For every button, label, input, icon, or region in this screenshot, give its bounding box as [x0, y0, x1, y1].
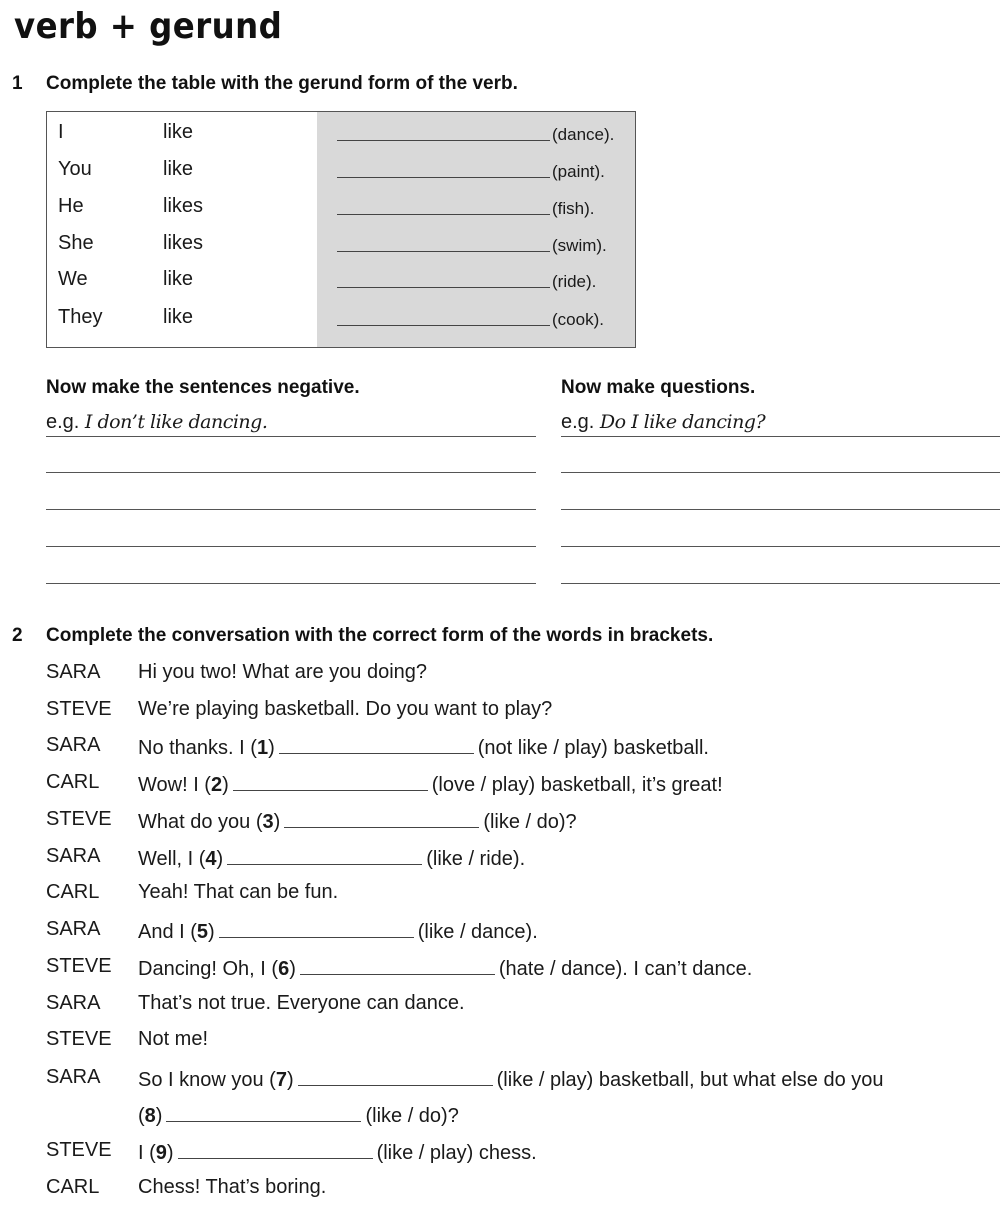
verb: like	[163, 121, 194, 143]
speech-after: (not like / play) basketball.	[477, 737, 709, 759]
speech-after: (like / ride).	[426, 848, 526, 870]
speaker-name: SARA	[46, 918, 101, 940]
gap-number: 7	[275, 1069, 287, 1091]
answer-gap[interactable]	[284, 808, 479, 828]
verb-hint: (dance).	[552, 125, 615, 144]
exercise-instruction: Complete the conversation with the correct form of the words in brackets.	[46, 625, 714, 646]
eg-label: e.g.	[46, 411, 80, 433]
verb-hint: (swim).	[552, 236, 607, 255]
speech-after: (like / do)?	[365, 1105, 459, 1127]
question-answer-line[interactable]	[561, 436, 1000, 437]
exercise-instruction: Complete the table with the gerund form of the verb.	[46, 73, 518, 94]
speech-text: I (9) (like / play) chess.	[138, 1139, 537, 1165]
table-row	[47, 121, 635, 151]
speech-text: Not me!	[138, 1028, 209, 1050]
speech-after: (like / do)?	[483, 811, 577, 833]
speech-after: (hate / dance). I can’t dance.	[498, 958, 753, 980]
negative-answer-line[interactable]	[46, 546, 536, 547]
answer-gap[interactable]	[166, 1102, 361, 1122]
speaker-name: SARA	[46, 661, 101, 683]
page-title: verb + gerund	[14, 6, 283, 47]
speaker-name: SARA	[46, 845, 101, 867]
speech-text: And I (5) (like / dance).	[138, 918, 538, 944]
speech-before: Dancing! Oh, I (	[138, 958, 279, 980]
table-row	[47, 195, 635, 225]
gap-number: 6	[278, 958, 290, 980]
question-answer-line[interactable]	[561, 509, 1000, 510]
negative-heading: Now make the sentences negative.	[46, 377, 360, 398]
verb: likes	[163, 232, 204, 254]
speech-before: Wow! I (	[138, 774, 211, 796]
speech-text: Yeah! That can be fun.	[138, 881, 339, 903]
answer-gap[interactable]	[300, 955, 495, 975]
pronoun: I	[58, 121, 64, 143]
speech-text: That’s not true. Everyone can dance.	[138, 992, 465, 1014]
negative-answer-line[interactable]	[46, 509, 536, 510]
verb: like	[163, 158, 194, 180]
gerund-table	[46, 111, 636, 348]
verb-hint: (ride).	[552, 272, 597, 291]
verb-hint: (paint).	[552, 162, 605, 181]
pronoun: He	[58, 195, 84, 217]
speech-before: (	[138, 1105, 145, 1127]
verb: like	[163, 268, 194, 290]
table-row	[47, 306, 635, 336]
example-sentence: Do I like dancing?	[599, 411, 766, 433]
question-answer-line[interactable]	[561, 472, 1000, 473]
gap-number: 3	[262, 811, 274, 833]
eg-label: e.g.	[561, 411, 595, 433]
exercise-2-heading	[12, 625, 713, 647]
table-row	[47, 158, 635, 188]
answer-blank[interactable]	[337, 214, 550, 215]
speech-text: Wow! I (2) (love / play) basketball, it’s great!	[138, 771, 723, 797]
speech-before: Well, I (	[138, 848, 206, 870]
gap-number: 9	[155, 1142, 167, 1164]
speech-text: We’re playing basketball. Do you want to play?	[138, 698, 553, 720]
answer-gap[interactable]	[298, 1066, 493, 1086]
speaker-name: CARL	[46, 1176, 100, 1198]
speech-after: (like / dance).	[417, 921, 538, 943]
speech-after: (like / play) basketball, but what else do you	[496, 1069, 884, 1091]
table-row	[47, 232, 635, 262]
answer-blank[interactable]	[337, 177, 550, 178]
exercise-1-heading	[12, 73, 518, 95]
negative-answer-line[interactable]	[46, 436, 536, 437]
exercise-number: 1	[12, 73, 23, 94]
speech-before: What do you (	[138, 811, 263, 833]
speaker-name: SARA	[46, 734, 101, 756]
speaker-name: STEVE	[46, 698, 112, 720]
verb-hint: (cook).	[552, 310, 604, 329]
speech-text: So I know you (7) (like / play) basketball, but what else do you	[138, 1066, 884, 1092]
questions-example	[561, 411, 765, 434]
verb: like	[163, 306, 194, 328]
speaker-name: CARL	[46, 881, 100, 903]
gap-number: 8	[144, 1105, 156, 1127]
answer-blank[interactable]	[337, 287, 550, 288]
gap-number: 2	[210, 774, 223, 796]
answer-gap[interactable]	[178, 1139, 373, 1159]
speaker-name: SARA	[46, 992, 101, 1014]
speech-text: (8) (like / do)?	[138, 1102, 459, 1128]
speech-text: Well, I (4) (like / ride).	[138, 845, 525, 871]
speech-text: Chess! That’s boring.	[138, 1176, 327, 1198]
gap-number: 5	[196, 921, 209, 943]
gap-number: 4	[205, 848, 217, 870]
speech-before: I (	[138, 1142, 156, 1164]
speaker-name: CARL	[46, 771, 100, 793]
speaker-name: SARA	[46, 1066, 101, 1088]
pronoun: They	[58, 306, 103, 328]
negative-example	[46, 411, 267, 434]
speaker-name: STEVE	[46, 1139, 112, 1161]
pronoun: You	[58, 158, 92, 180]
question-answer-line[interactable]	[561, 546, 1000, 547]
negative-answer-line[interactable]	[46, 583, 536, 584]
answer-gap[interactable]	[279, 734, 474, 754]
answer-gap[interactable]	[233, 771, 428, 791]
speaker-name: STEVE	[46, 1028, 112, 1050]
speech-text: Hi you two! What are you doing?	[138, 661, 428, 683]
speaker-name: STEVE	[46, 955, 112, 977]
answer-gap[interactable]	[219, 918, 414, 938]
speech-after: (like / play) chess.	[376, 1142, 537, 1164]
example-sentence: I don’t like dancing.	[84, 411, 268, 433]
negative-answer-line[interactable]	[46, 472, 536, 473]
questions-heading: Now make questions.	[561, 377, 756, 398]
question-answer-line[interactable]	[561, 583, 1000, 584]
speaker-name: STEVE	[46, 808, 112, 830]
speech-text: Dancing! Oh, I (6) (hate / dance). I can’t dance.	[138, 955, 752, 981]
answer-blank[interactable]	[337, 251, 550, 252]
speech-text: No thanks. I (1) (not like / play) basketball.	[138, 734, 709, 760]
speech-before: No thanks. I (	[138, 737, 257, 759]
answer-blank[interactable]	[337, 325, 550, 326]
verb: likes	[163, 195, 204, 217]
table-row	[47, 268, 635, 298]
speech-before: So I know you (	[138, 1069, 276, 1091]
verb-hint: (fish).	[552, 199, 595, 218]
answer-gap[interactable]	[227, 845, 422, 865]
answer-blank[interactable]	[337, 140, 550, 141]
speech-text: What do you (3) (like / do)?	[138, 808, 577, 834]
exercise-number: 2	[12, 625, 23, 646]
gap-number: 1	[256, 737, 269, 759]
pronoun: We	[58, 268, 88, 290]
speech-after: (love / play) basketball, it’s great!	[431, 774, 723, 796]
speech-before: And I (	[138, 921, 197, 943]
pronoun: She	[58, 232, 94, 254]
